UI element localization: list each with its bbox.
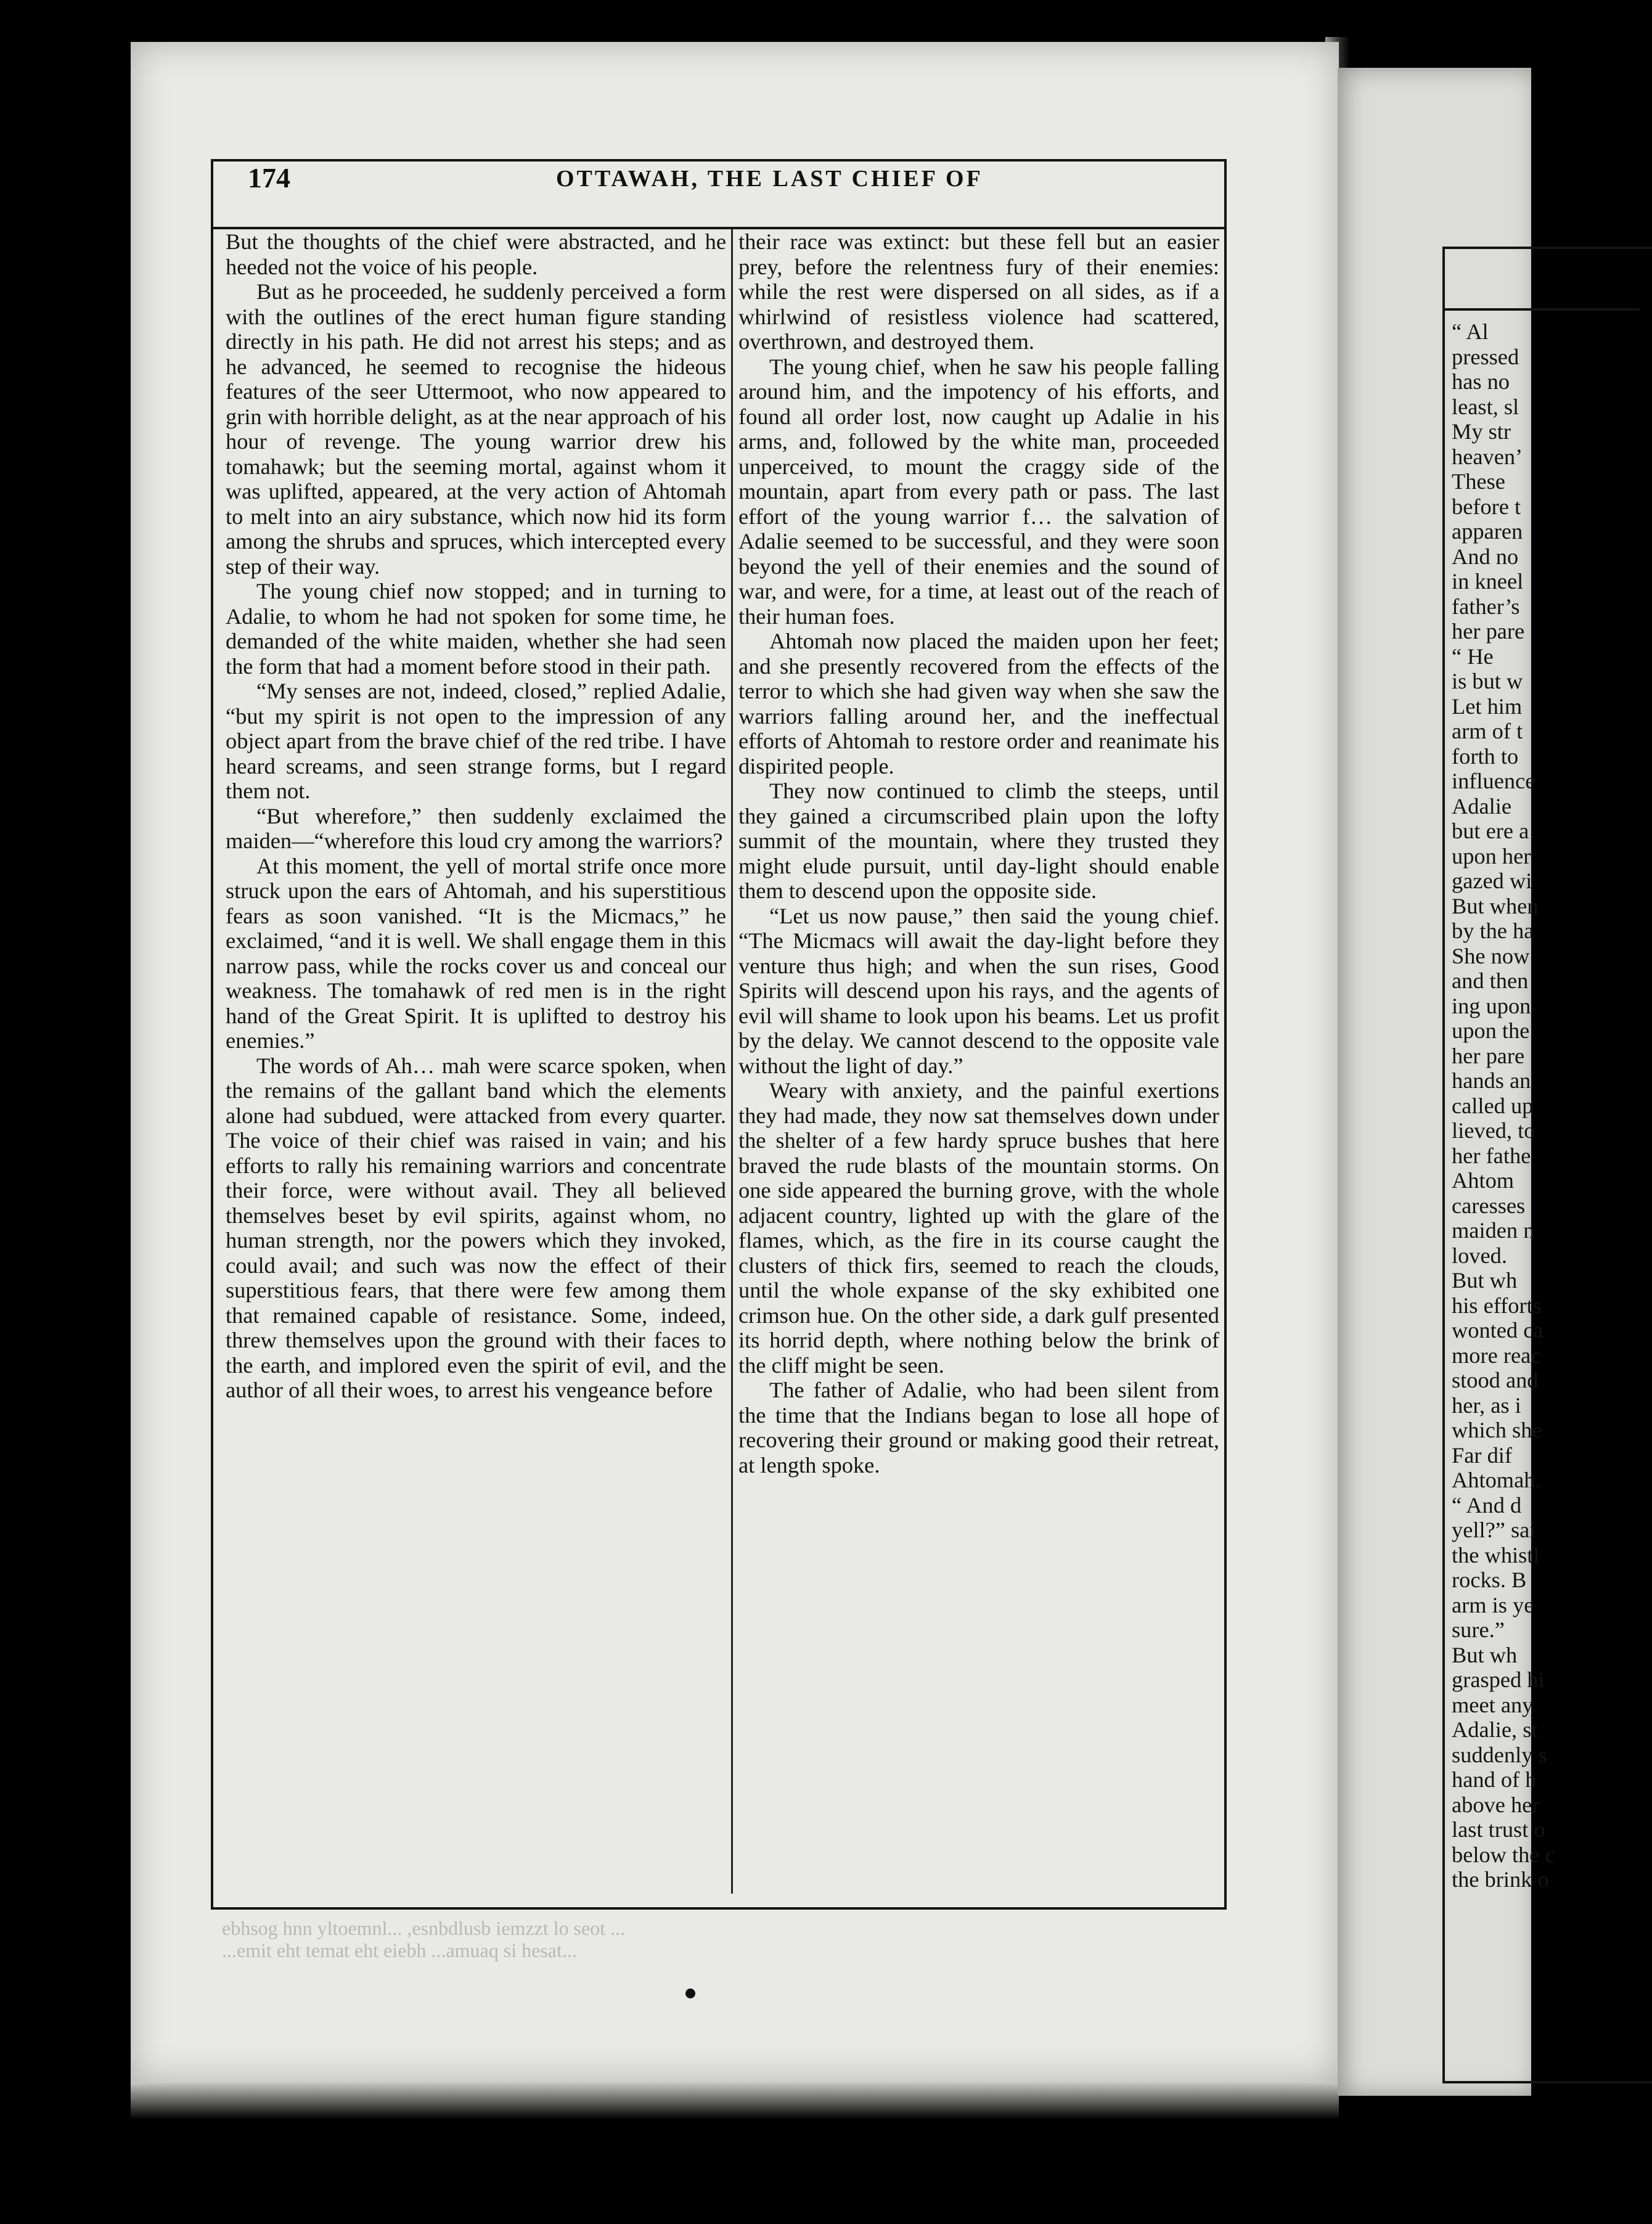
paragraph: But as he proceeded, he suddenly perceived a form with the outlines of the erect human figure standing directly in his path. He did not arrest his steps; and as he advanced, he seemed to recognise the hideous features of the seer Uttermoot, who now appeared to grin with horrible delight, as at the near approach of his hour of revenge. The young warrior drew his tomahawk; but the seeming mortal, against whom it was uplifted, appeared, at the very action of Ahtomah to melt into an airy substance, which now hid its form among the shrubs and spruces, which intercepted every step of their way.	[226, 279, 726, 579]
right-page-line: Ahtom	[1452, 1168, 1515, 1193]
right-page-line: below the c	[1452, 1842, 1555, 1867]
right-page-line: Far dif	[1452, 1442, 1513, 1468]
right-page-line: hands an	[1452, 1068, 1531, 1093]
text-column-left	[226, 229, 726, 1894]
right-page-line: the brink o	[1452, 1867, 1549, 1892]
paragraph: They now continued to climb the steeps, until they gained a circumscribed plain upon the lofty summit of the mountain, where they trusted they might elude pursuit, until day-light should enable them to descend upon the opposite side.	[738, 779, 1219, 903]
right-page-line: before t	[1452, 494, 1521, 519]
right-page-line: maiden n	[1452, 1218, 1535, 1243]
paragraph: “But wherefore,” then suddenly exclaimed the maiden—“wherefore this loud cry among the warriors?	[226, 803, 726, 853]
paragraph: The young chief now stopped; and in turning to Adalie, to whom he had not spoken for some time, he demanded of the white maiden, whether she had seen the form that had a moment before stood in their path.	[226, 579, 726, 679]
right-page-line: gazed wi	[1452, 869, 1532, 893]
right-page-line: But wh	[1452, 1268, 1518, 1293]
right-page-line: more reac	[1452, 1343, 1541, 1368]
right-page-line: sure.”	[1452, 1617, 1505, 1642]
paragraph: The words of Ah… mah were scarce spoken, when the remains of the gallant band which the elements alone had subdued, were attacked from every quarter. The voice of their chief was raised in vain; and his efforts to rally his remaining warriors and concentrate their force, were without avail. They all believed themselves beset by evil spirits, against whom, no human strength, nor the powers which they invoked, could avail; and such was now the effect of their superstitious fears, that there were few among them that remained capable of resistance. Some, indeed, threw themselves upon the ground with their faces to the earth, and implored even the spirit of evil, and the author of all their woes, to arrest his vengeance before	[226, 1053, 726, 1402]
right-page-line: her pare	[1452, 619, 1525, 644]
running-title: OTTAWAH, THE LAST CHIEF OF	[556, 166, 983, 192]
right-page-line: arm of t	[1452, 719, 1523, 743]
right-page-text	[1452, 319, 1637, 1892]
paragraph: “Let us now pause,” then said the young chief. “The Micmacs will await the day-light before they venture thus high; and when the sun rises, Good Spirits will descend upon his rays, and the agents of evil will shame to look upon his beams. Let us profit by the delay. We cannot descend to the opposite vale without the light of day.”	[738, 903, 1219, 1078]
page-bottom-shadow	[131, 2082, 1339, 2119]
right-page-line: “ Al	[1452, 319, 1489, 344]
paragraph: But the thoughts of the chief were abstracted, and he heeded not the voice of his people.	[226, 229, 726, 279]
right-page-line: apparen	[1452, 519, 1523, 544]
right-page-line: but ere a	[1452, 819, 1529, 843]
right-page-line: Adalie	[1452, 793, 1512, 819]
bleed-through-line: ebhsog hnn yltoemnl... ,esnbdlusb iemzzt lo seot ...	[222, 1917, 626, 1939]
right-page-line: the whistl	[1452, 1542, 1540, 1568]
right-page-line: Let him	[1452, 693, 1523, 719]
right-page-line: last trust o	[1452, 1817, 1545, 1842]
right-page-line: her fathe	[1452, 1143, 1531, 1168]
right-page-line: upon her	[1452, 843, 1531, 869]
right-page-line: “ He	[1452, 644, 1494, 669]
right-page-line: stood and	[1452, 1368, 1539, 1392]
right-page-line: influence	[1452, 769, 1535, 793]
paragraph: “My senses are not, indeed, closed,” replied Adalie, “but my spirit is not open to the impression of any object apart from the brave chief of the red tribe. I have heard screams, and seen strange forms, but I regard them not.	[226, 679, 726, 803]
paragraph: The young chief, when he saw his people falling around him, and the impotency of his efforts, and found all order lost, now caught up Adalie in his arms, and, followed by the white man, proceeded unperceived, to mount the craggy side of the mountain, apart from every path or pass. The last effort of the young warrior f… the salvation of Adalie seemed to be successful, and they were soon beyond the yell of their enemies and the sound of war, and were, for a time, at least out of the reach of their human foes.	[738, 354, 1219, 629]
right-page-line: But wh	[1452, 1642, 1518, 1667]
right-page-line: rocks. B	[1452, 1568, 1527, 1592]
right-page-line: She now	[1452, 943, 1530, 968]
right-page-line: ing upon	[1452, 993, 1531, 1018]
right-page-line: loved.	[1452, 1243, 1507, 1268]
right-page-line: heaven’	[1452, 444, 1523, 469]
right-page-line: grasped hi	[1452, 1667, 1545, 1692]
right-page-line: suddenly s	[1452, 1742, 1547, 1767]
bleed-through-text	[222, 1917, 1221, 1966]
right-page-line: upon the	[1452, 1018, 1530, 1043]
book-page-right	[1338, 68, 1555, 2096]
right-page-line: by the ha	[1452, 918, 1534, 943]
right-page-line: yell?” sai	[1452, 1518, 1536, 1542]
paragraph: Weary with anxiety, and the painful exertions they had made, they now sat themselves down under the shelter of a few hardy spruce bushes that here braved the rude blasts of the mountain storms. On one side appeared the burning grove, with the whole adjacent country, lighted up with the glare of the flames, which, as the fire in its course caught the clusters of thick firs, seemed to reach the clouds, until the whole expanse of the sky exhibited one crimson hue. On the other side, a dark gulf presented its horrid depth, where nothing below the brink of the cliff might be seen.	[738, 1078, 1219, 1378]
right-page-line: meet any	[1452, 1692, 1534, 1717]
right-page-line: has no	[1452, 369, 1510, 394]
right-page-line: And no	[1452, 544, 1519, 569]
column-divider	[731, 229, 733, 1894]
text-column-right	[738, 229, 1219, 1894]
right-page-line: which she	[1452, 1418, 1542, 1442]
right-page-line: pressed	[1452, 344, 1519, 369]
right-page-line: arm is ye	[1452, 1592, 1534, 1617]
paragraph: their race was extinct: but these fell but an easier prey, before the relentness fury of their enemies: while the rest were dispersed on all sides, as if a whirlwind of resistless violence had scattered, overthrown, and destroyed them.	[738, 229, 1219, 354]
right-page-line: Ahtomah.	[1452, 1468, 1541, 1492]
paragraph: Ahtomah now placed the maiden upon her feet; and she presently recovered from the effects of the terror to which she had given way when she saw the warriors falling around her, and the ineffectual efforts of Ahtomah to restore order and reanimate his dispirited people.	[738, 629, 1219, 779]
right-page-line: My str	[1452, 419, 1511, 444]
right-page-line: forth to	[1452, 743, 1519, 769]
right-page-line: above her	[1452, 1792, 1540, 1817]
right-page-line: hand of h	[1452, 1767, 1537, 1792]
right-page-line: his efforts	[1452, 1293, 1542, 1318]
paragraph: At this moment, the yell of mortal strife once more struck upon the ears of Ahtomah, and his superstitious fears as soon vanished. “It is the Micmacs,” he exclaimed, “and it is well. We shall engage them in this narrow pass, while the rocks cover us and conceal our weakness. The tomahawk of red men is in the right hand of the Great Spirit. It is uplifted to destroy his enemies.”	[226, 853, 726, 1053]
bleed-through-line: ...emit eht temat eht eiebh ...amuaq si hesat...	[222, 1939, 577, 1961]
right-page-line: in kneel	[1452, 569, 1524, 594]
ink-dot	[685, 1989, 695, 1998]
right-page-line: But when	[1452, 893, 1539, 918]
right-page-line: lieved, to	[1452, 1118, 1535, 1143]
right-page-line: least, sl	[1452, 394, 1519, 419]
page-number: 174	[248, 162, 290, 194]
right-page-line: father’s	[1452, 594, 1520, 619]
right-page-header-rule	[1442, 308, 1640, 311]
running-head	[248, 161, 1222, 205]
right-page-line: These	[1452, 469, 1505, 494]
right-page-line: “ And d	[1452, 1492, 1522, 1518]
paragraph: The father of Adalie, who had been silent from the time that the Indians began to lose all hope of recovering their ground or making good their retreat, at length spoke.	[738, 1378, 1219, 1478]
right-page-line: called up	[1452, 1093, 1534, 1118]
right-page-line: her, as i	[1452, 1392, 1521, 1418]
right-page-line: her pare	[1452, 1043, 1525, 1068]
right-page-line: is but w	[1452, 669, 1523, 693]
right-page-line: and then	[1452, 968, 1529, 993]
right-page-line: caresses	[1452, 1193, 1526, 1218]
right-page-line: Adalie, st	[1452, 1717, 1538, 1742]
right-page-line: wonted ca	[1452, 1318, 1544, 1343]
